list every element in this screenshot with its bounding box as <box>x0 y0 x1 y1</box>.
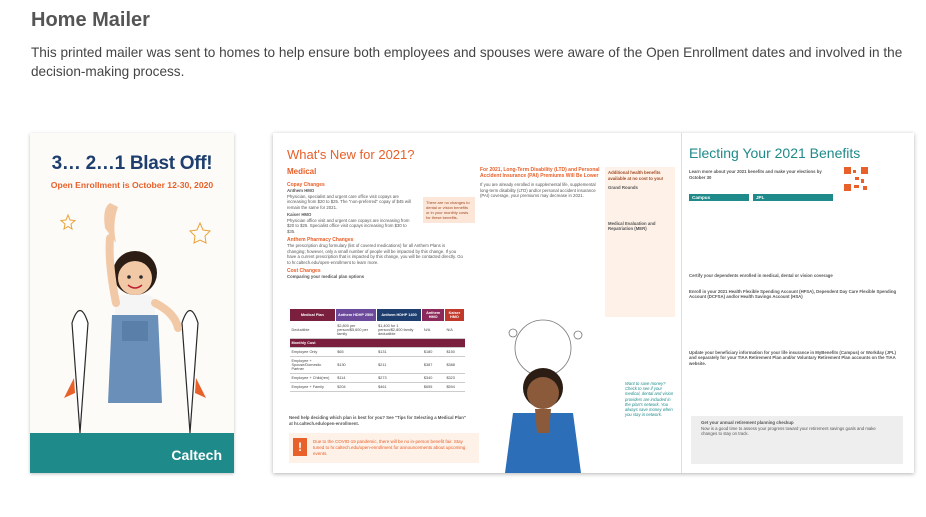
ltd-column <box>480 167 600 199</box>
campus-jpl-tabs <box>689 194 839 201</box>
table-cell: $130 <box>335 357 376 374</box>
enrollment-steps <box>689 273 903 366</box>
page-intro: This printed mailer was sent to homes to help ensure both employees and spouses were aware of the Open Enrollment dates and involved in the decision-making process. <box>31 45 903 79</box>
table-cell: Employee + Family <box>290 383 336 392</box>
table-cell: Employee Only <box>290 348 336 357</box>
cost-heading: Cost Changes <box>287 268 321 274</box>
table-header: Medical Plan <box>290 309 336 322</box>
table-cell: $340 <box>422 374 445 383</box>
dental-vision-note: There are no changes to dental or vision benefits or in your monthly costs for these benefits. <box>423 197 475 223</box>
rocket-right-icon <box>182 311 206 434</box>
notice-text: Due to the COVID-19 pandemic, there will be no in-person benefit fair. Stay tuned to hr.caltech.edu/open-enrollment for announcements about upcoming events. <box>313 439 466 456</box>
table-header: Anthem HDHP 2500 <box>335 309 376 322</box>
table-cell: $387 <box>422 357 445 374</box>
exclamation-icon: ! <box>293 438 307 456</box>
table-header-row <box>290 309 465 322</box>
electing-title: Electing Your 2021 Benefits <box>689 145 861 161</box>
table-cell: $594 <box>444 383 464 392</box>
copay-heading: Copay Changes <box>287 182 325 188</box>
copay-text-kaiser: Physician office visit and urgent care copays are increasing from $20 to $25. Specialist office visit copays increasing from $30 to $35. <box>287 217 410 234</box>
cover-title: 3… 2…1 Blast Off! <box>51 153 213 174</box>
retirement-checkup-box <box>691 416 903 464</box>
table-cell: $204 <box>335 383 376 392</box>
table-cell: N/A <box>444 322 464 339</box>
medical-column <box>287 179 463 280</box>
anthem-hmo-label: Anthem HMO <box>287 188 315 193</box>
table-cell: Deductible <box>290 322 336 339</box>
table-row <box>290 383 465 392</box>
table-cell: $131 <box>376 348 422 357</box>
help-text: Need help deciding which plan is best for you? See "Tips for Selecting a Medical Plan" at hr.caltech.edu/open-enrollment. <box>289 415 466 426</box>
cost-text: Comparing your medical plan options <box>287 274 365 279</box>
table-cell: $1,400 for 1 person/$2,800 family deductible <box>376 322 422 339</box>
covid-notice <box>289 433 479 463</box>
table-row <box>290 348 465 357</box>
step1-column <box>689 169 839 201</box>
table-cell: $388 <box>444 357 464 374</box>
table-cell: $211 <box>376 357 422 374</box>
mailer-spread <box>273 133 914 473</box>
table-cell: N/A <box>422 322 445 339</box>
page-heading: Home Mailer <box>31 9 150 31</box>
table-band-row <box>290 339 465 348</box>
ltd-text: If you are already enrolled in supplemental life, supplemental long-term disability (LTD) and/or personal accident insurance (PAI) coverage, your premiums may decrease in 2021. <box>480 182 596 198</box>
table-header: Anthem HMO <box>422 309 445 322</box>
qr-code-icon <box>843 166 869 192</box>
table-cell: $273 <box>376 374 422 383</box>
jpl-label: JPL <box>753 194 833 201</box>
monthly-cost-band: Monthly Cost <box>290 339 465 348</box>
copay-text-anthem: Physician, specialist and urgent care office visit copays are increasing from $20 to $25. The "non-preferred" copay of $45 will remain the same for 2021. <box>287 193 411 210</box>
table-row <box>290 322 465 339</box>
table-cell: $461 <box>376 383 422 392</box>
medical-heading: Medical <box>287 167 317 176</box>
fold-line <box>681 133 682 473</box>
table-cell: Employee + Spouse/Domestic Partner <box>290 357 336 374</box>
girl-rocket-illustration <box>50 203 220 433</box>
table-header: Anthem HDHP 1400 <box>376 309 422 322</box>
boy-thinking-illustration <box>473 313 608 473</box>
mailer-cover <box>30 133 234 473</box>
step4-text: Update your beneficiary information for your life insurance in MyBenefits (Campus) or Workday (JPL) and separately for your TIAA Retirement Plan and/or Voluntary Retirement Plan accounts on the TIAA website. <box>689 349 896 366</box>
step2-text: Certify your dependents enrolled in medical, dental or vision coverage <box>689 273 833 278</box>
table-cell: $180 <box>422 348 445 357</box>
table-cell: $655 <box>422 383 445 392</box>
step1-text: Learn more about your 2021 benefits and make your elections by October 30 <box>689 169 822 180</box>
caltech-logo: Caltech <box>171 447 222 463</box>
campus-label: Campus <box>689 194 749 201</box>
medical-plan-table <box>289 308 465 392</box>
table-cell: $150 <box>444 348 464 357</box>
pharmacy-text: The prescription drug formulary (list of covered medications) for all Anthem Plans is changing; however, only a small number of people will be impacted by this change. If you have a current prescription that is impacted by this change, you will be contacted directly. Go to hr.caltech.edu/open-enrollment to learn more. <box>287 243 463 265</box>
additional-benefits-title: Additional health benefits available at no cost to you! <box>608 170 664 181</box>
table-cell: $323 <box>444 374 464 383</box>
checkup-text: Now is a good time to assess your progress toward your retirement savings goals and make changes to stay on track. <box>701 425 876 436</box>
list-item: Medical Evaluation and Repatriation (MER) <box>608 220 656 231</box>
additional-benefits-box <box>605 167 675 317</box>
table-row <box>290 357 465 374</box>
cover-footer-band <box>30 433 234 473</box>
step3-text: Enroll in your 2021 Health Flexible Spending Account (HFSA), Dependent Day Care Flexible Spending Account (DCFSA) and/or Health Savings Account (HSA) <box>689 288 897 299</box>
save-money-note: Want to save money? Check to see if your medical, dental and vision providers are included in the plan's network. You always save money when you stay in network. <box>625 381 674 418</box>
checkup-block <box>691 416 903 441</box>
table-cell: Employee + Child(ren) <box>290 374 336 383</box>
ltd-title: For 2021, Long-Term Disability (LTD) and Personal Accident Insurance (PAI) Premiums Will Be Lower <box>480 167 600 179</box>
table-row <box>290 374 465 383</box>
table-header: Kaiser HMO <box>444 309 464 322</box>
checkup-title: Get your annual retirement planning checkup <box>701 420 794 425</box>
list-item: Grand Rounds <box>608 185 638 190</box>
table-cell: $65 <box>335 348 376 357</box>
kaiser-hmo-label: Kaiser HMO <box>287 212 312 217</box>
table-cell: $2,800 per person/$5,600 per family <box>335 322 376 339</box>
table-cell: $114 <box>335 374 376 383</box>
rocket-left-icon <box>64 311 88 434</box>
cover-subtitle: Open Enrollment is October 12-30, 2020 <box>50 180 214 190</box>
whats-new-title: What's New for 2021? <box>287 147 415 162</box>
pharmacy-heading: Anthem Pharmacy Changes <box>287 237 354 243</box>
